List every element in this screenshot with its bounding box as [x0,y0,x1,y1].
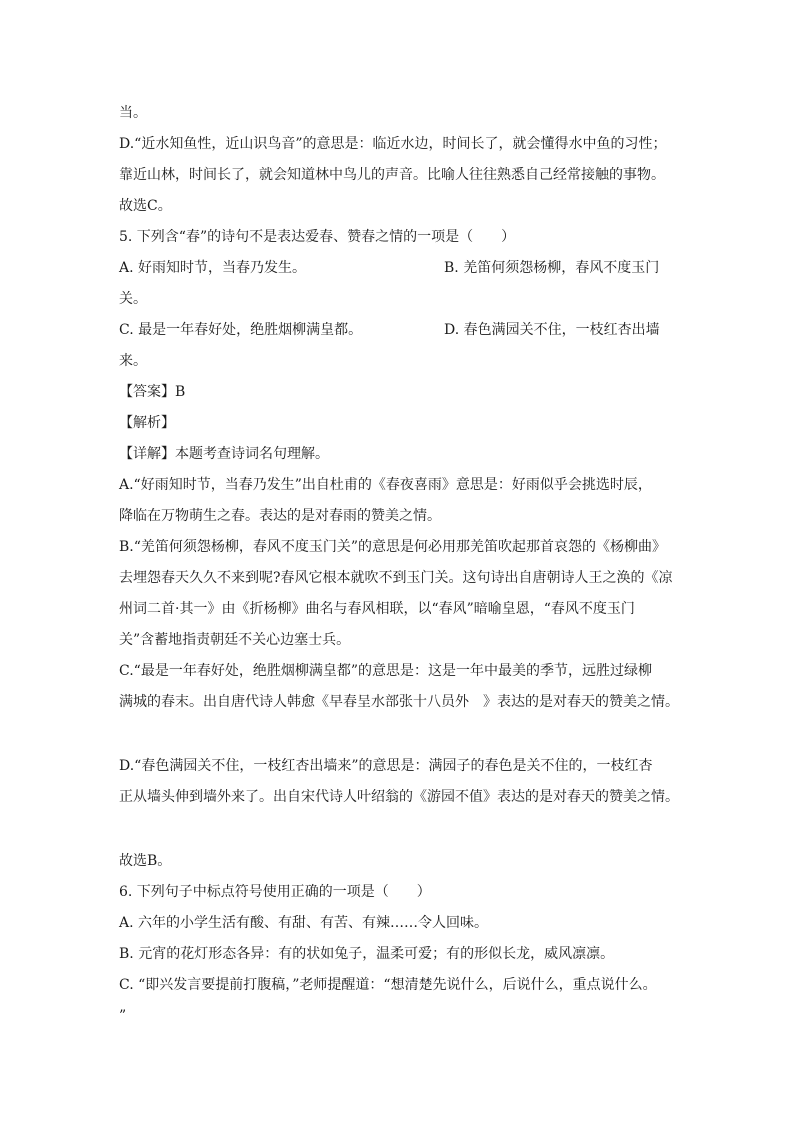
text-line: 正从墙头伸到墙外来了。出自宋代诗人叶绍翁的《游园不值》表达的是对春天的赞美之情。 [119,789,679,805]
text-line: ” [119,1008,127,1024]
option-c: C. 最是一年春好处，绝胜烟柳满皇都。 [119,322,363,338]
text-line: 故选B。 [119,853,172,869]
text-line: D.“春色满园关不住，一枝红杏出墙来”的意思是：满园子的春色是关不住的，一枝红杏 [119,758,653,774]
detail-label: 【详解】本题考查诗词名句理解。 [119,446,329,462]
answer-label: 【答案】B [119,384,186,400]
text-line: 靠近山林，时间长了，就会知道林中鸟儿的声音。比喻人往往熟悉自己经常接触的事物。 [119,167,665,183]
text-line: 当。 [119,105,147,121]
text-line: A.“好雨知时节，当春乃发生”出自杜甫的《春夜喜雨》意思是：好雨似乎会挑选时辰， [119,477,652,493]
option-d: D. 春色满园关不住，一枝红杏出墙 [444,322,660,338]
question-5-stem: 5. 下列含“春”的诗句不是表达爱春、赞春之情的一项是（ ） [119,229,516,245]
text-line: 去埋怨春天久久不来到呢?春风它根本就吹不到玉门关。这句诗出自唐朝诗人王之涣的《凉 [119,570,673,586]
question-6-stem: 6. 下列句子中标点符号使用正确的一项是（ ） [119,884,431,900]
option-a: A. 好雨知时节，当春乃发生。 [119,260,307,276]
text-line: 州词二首·其一》由《折杨柳》曲名与春风相联，以“春风”暗喻皇恩，“春风不度玉门 [119,601,635,617]
text-line: 关。 [119,291,147,307]
text-line: D.“近水知鱼性，近山识鸟音”的意思是：临近水边，时间长了，就会懂得水中鱼的习性； [119,136,667,152]
option-c: C. “即兴发言要提前打腹稿，”老师提醒道：“想清楚先说什么，后说什么，重点说什么。 [119,977,657,993]
text-line: C.“最是一年春好处，绝胜烟柳满皇都”的意思是：这是一年中最美的季节，远胜过绿柳 [119,663,652,679]
text-line: 降临在万物萌生之春。表达的是对春雨的赞美之情。 [119,508,441,524]
text-line: 关”含蓄地指责朝廷不关心边塞士兵。 [119,632,351,648]
text-line: 故选C。 [119,198,172,214]
analysis-label: 【解析】 [119,415,175,431]
text-line: 满城的春末。出自唐代诗人韩愈《早春呈水部张十八员外 》表达的是对春天的赞美之情。 [119,694,679,710]
option-b: B. 元宵的花灯形态各异：有的状如兔子，温柔可爱；有的形似长龙，威风凛凛。 [119,946,615,962]
option-a: A. 六年的小学生活有酸、有甜、有苦、有辣……令人回味。 [119,915,489,931]
text-line: B.“羌笛何须怨杨柳，春风不度玉门关”的意思是何必用那羌笛吹起那首哀怨的《杨柳曲》 [119,539,667,555]
option-b: B. 羌笛何须怨杨柳，春风不度玉门 [444,260,660,276]
text-line: 来。 [119,353,147,369]
